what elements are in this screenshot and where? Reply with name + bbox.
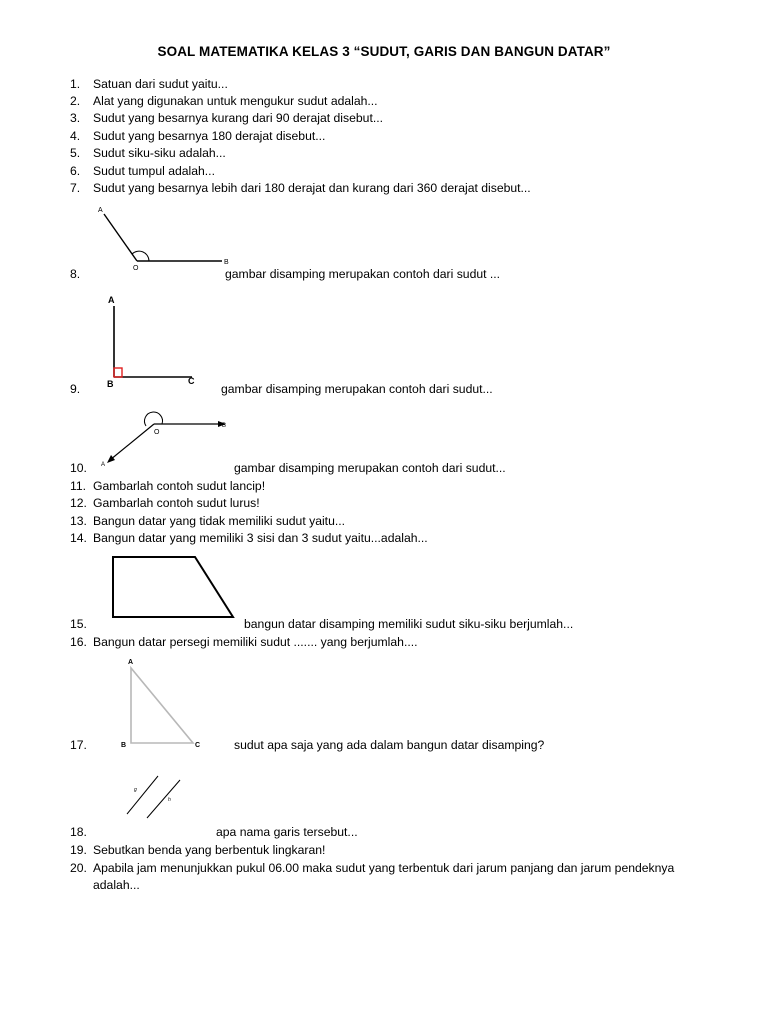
question-text: Apabila jam menunjukkan pukul 06.00 maka sudut yang terbentuk dari jarum panjang dan jarum pendeknya [93,861,675,875]
label-a: A [128,659,134,666]
question-9 [70,381,493,398]
right-angle-figure [100,292,210,388]
question-number: 4. [70,129,81,143]
question-text: Sudut tumpul adalah... [93,164,215,178]
label-a: A [98,207,103,214]
trapezoid-shape [113,557,233,617]
question-4 [70,128,325,145]
question-20-continuation: adalah... [93,878,140,892]
question-number: 17. [70,738,87,752]
question-text: Bangun datar yang tidak memiliki sudut yaitu... [93,514,346,528]
question-7 [70,180,531,197]
question-text: bangun datar disamping memiliki sudut siku-siku berjumlah... [244,617,574,631]
question-text: Alat yang digunakan untuk mengukur sudut adalah... [93,94,378,108]
label-b: B [107,379,114,389]
label-o: O [154,429,160,436]
question-number: 19. [70,843,87,857]
obtuse-angle-figure [92,202,232,274]
question-text: Sudut yang besarnya lebih dari 180 derajat dan kurang dari 360 derajat disebut... [93,181,531,195]
question-20 [70,860,674,877]
question-number: 11. [70,479,87,493]
question-number: 6. [70,164,81,178]
question-3 [70,110,383,127]
question-5 [70,145,226,162]
question-16 [70,634,418,651]
question-text: gambar disamping merupakan contoh dari sudut... [234,461,506,475]
question-number: 9. [70,382,81,396]
label-a: A [101,462,106,468]
label-g: g [134,787,137,793]
question-number: 8. [70,267,81,281]
label-b: B [224,259,229,266]
label-o: O [133,265,139,272]
question-number: 18. [70,825,87,839]
triangle-shape [131,668,193,743]
question-19 [70,842,325,859]
question-8 [70,266,500,283]
question-number: 5. [70,146,81,160]
question-18 [70,824,358,841]
trapezoid-figure [108,552,238,622]
label-b: B [222,423,227,429]
question-number: 7. [70,181,81,195]
question-number: 13. [70,514,87,528]
ray-oa [110,424,154,460]
question-text: Sudut siku-siku adalah... [93,146,226,160]
question-text: Bangun datar persegi memiliki sudut ....... yang berjumlah.... [93,635,418,649]
question-12 [70,495,260,512]
question-number: 15. [70,617,87,631]
question-1 [70,76,228,93]
label-c: C [195,742,201,749]
parallel-lines-figure [118,772,188,822]
right-angle-marker [114,368,122,377]
question-number: 3. [70,111,81,125]
question-17 [70,737,544,754]
question-text: Sebutkan benda yang berbentuk lingkaran! [93,843,326,857]
worksheet-title: SOAL MATEMATIKA KELAS 3 “SUDUT, GARIS DAN BANGUN DATAR” [157,44,611,59]
question-text: Sudut yang besarnya kurang dari 90 derajat disebut... [93,111,383,125]
angle-arc [132,251,149,261]
question-text: Gambarlah contoh sudut lurus! [93,496,260,510]
question-text: gambar disamping merupakan contoh dari sudut... [221,382,493,396]
question-11 [70,478,265,495]
question-13 [70,513,345,530]
question-number: 10. [70,461,87,475]
question-10 [70,460,506,477]
label-c: C [188,376,195,386]
line-g [127,776,158,814]
question-15 [70,616,573,633]
question-number: 2. [70,94,81,108]
question-number: 14. [70,531,87,545]
question-2 [70,93,378,110]
question-text: Sudut yang besarnya 180 derajat disebut... [93,129,326,143]
question-number: 16. [70,635,87,649]
label-b: B [121,742,127,749]
question-14 [70,530,428,547]
label-h: h [168,797,171,803]
question-text: sudut apa saja yang ada dalam bangun datar disamping? [234,738,545,752]
question-number: 12. [70,496,87,510]
question-number: 20. [70,861,87,875]
question-text: Gambarlah contoh sudut lancip! [93,479,266,493]
question-text: Satuan dari sudut yaitu... [93,77,228,91]
question-number: 1. [70,77,81,91]
line-h [147,780,180,818]
label-a: A [108,295,115,305]
question-text: Bangun datar yang memiliki 3 sisi dan 3 sudut yaitu...adalah... [93,531,428,545]
question-6 [70,163,215,180]
question-text: apa nama garis tersebut... [216,825,358,839]
question-text: gambar disamping merupakan contoh dari sudut ... [225,267,501,281]
